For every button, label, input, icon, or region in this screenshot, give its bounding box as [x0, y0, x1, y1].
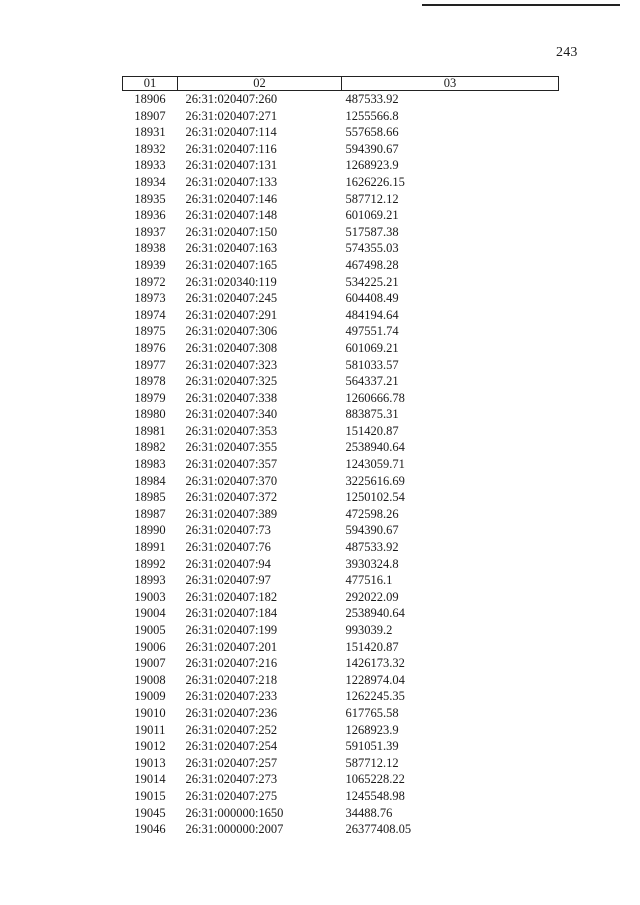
cell-id: 18974 [134, 307, 166, 322]
table-row [123, 373, 559, 390]
cell-value: 581033.57 [345, 357, 399, 372]
cell-cadastral-number: 26:31:020407:370 [185, 473, 278, 488]
table-header [123, 77, 559, 91]
cell-cadastral-number: 26:31:020407:275 [185, 788, 278, 803]
table-row [123, 323, 559, 340]
table-row [123, 738, 559, 755]
header-row [123, 77, 559, 91]
cell-value: 601069.21 [345, 208, 399, 223]
data-table-container [122, 76, 558, 838]
cell-value: 477516.1 [345, 573, 393, 588]
cell-value: 484194.64 [345, 307, 399, 322]
cell-id: 18982 [134, 440, 166, 455]
cell-id: 18931 [134, 125, 166, 140]
cell-id: 19012 [134, 739, 166, 754]
cell-cadastral-number: 26:31:020407:357 [185, 457, 278, 472]
table-row [123, 688, 559, 705]
cell-id: 18935 [134, 191, 166, 206]
table-row [123, 357, 559, 374]
cell-id: 18983 [134, 457, 166, 472]
cell-value: 594390.67 [345, 141, 399, 156]
table-row [123, 307, 559, 324]
cell-cadastral-number: 26:31:020407:97 [185, 573, 271, 588]
cell-value: 1228974.04 [345, 672, 405, 687]
table-row [123, 821, 559, 838]
cell-id: 18939 [134, 257, 166, 272]
cell-value: 1255566.8 [345, 108, 399, 123]
cell-cadastral-number: 26:31:020407:325 [185, 374, 278, 389]
cell-value: 1268923.9 [345, 722, 399, 737]
table-row [123, 771, 559, 788]
cell-id: 19011 [134, 722, 166, 737]
table-row [123, 390, 559, 407]
table-row [123, 274, 559, 291]
cell-value: 1243059.71 [345, 457, 405, 472]
cell-value: 151420.87 [345, 639, 399, 654]
cell-value: 1262245.35 [345, 689, 405, 704]
cell-id: 19014 [134, 772, 166, 787]
cell-value: 574355.03 [345, 241, 399, 256]
cell-id: 18980 [134, 407, 166, 422]
table-row [123, 672, 559, 689]
cell-id: 19009 [134, 689, 166, 704]
cell-id: 18975 [134, 324, 166, 339]
cell-cadastral-number: 26:31:020407:245 [185, 291, 278, 306]
cell-cadastral-number: 26:31:020407:340 [185, 407, 278, 422]
cell-value: 601069.21 [345, 340, 399, 355]
cell-value: 1250102.54 [345, 490, 405, 505]
cell-cadastral-number: 26:31:020407:252 [185, 722, 278, 737]
cell-cadastral-number: 26:31:020407:273 [185, 772, 278, 787]
cell-value: 564337.21 [345, 374, 399, 389]
table-row [123, 340, 559, 357]
cell-id: 19010 [134, 705, 166, 720]
cell-value: 883875.31 [345, 407, 399, 422]
table-row [123, 423, 559, 440]
cell-id: 18907 [134, 108, 166, 123]
cell-cadastral-number: 26:31:020407:150 [185, 224, 278, 239]
cell-cadastral-number: 26:31:020407:131 [185, 158, 278, 173]
table-row [123, 522, 559, 539]
table-row [123, 456, 559, 473]
table-row [123, 290, 559, 307]
cell-value: 604408.49 [345, 291, 399, 306]
cell-value: 517587.38 [345, 224, 399, 239]
cell-id: 18981 [134, 423, 166, 438]
table-row [123, 722, 559, 739]
cell-value: 34488.76 [345, 805, 393, 820]
cell-id: 18973 [134, 291, 166, 306]
cell-cadastral-number: 26:31:020407:353 [185, 423, 278, 438]
cell-value: 557658.66 [345, 125, 399, 140]
table-row [123, 639, 559, 656]
header-col-03: 03 [342, 77, 559, 91]
cell-id: 19004 [134, 606, 166, 621]
cell-cadastral-number: 26:31:020407:133 [185, 174, 278, 189]
cell-id: 19045 [134, 805, 166, 820]
cell-cadastral-number: 26:31:020407:271 [185, 108, 278, 123]
cell-value: 487533.92 [345, 92, 399, 106]
cell-cadastral-number: 26:31:020407:372 [185, 490, 278, 505]
table-row [123, 157, 559, 174]
table-row [123, 406, 559, 423]
table-row [123, 174, 559, 191]
table-row [123, 705, 559, 722]
cell-id: 19046 [134, 822, 166, 837]
cell-value: 594390.67 [345, 523, 399, 538]
table-row [123, 506, 559, 523]
table-row [123, 224, 559, 241]
cell-cadastral-number: 26:31:020407:199 [185, 623, 278, 637]
table-row [123, 207, 559, 224]
cell-id: 18938 [134, 241, 166, 256]
cell-cadastral-number: 26:31:020407:308 [185, 340, 278, 355]
table-body [123, 91, 559, 838]
cell-value: 151420.87 [345, 423, 399, 438]
cell-value: 587712.12 [345, 755, 399, 770]
table-row [123, 257, 559, 274]
cell-value: 487533.92 [345, 540, 399, 555]
cell-id: 18987 [134, 506, 166, 521]
data-table [122, 76, 559, 838]
top-rule [422, 4, 620, 6]
cell-value: 3225616.69 [345, 473, 405, 488]
cell-cadastral-number: 26:31:020407:184 [185, 606, 278, 621]
cell-cadastral-number: 26:31:020407:146 [185, 191, 278, 206]
cell-id: 18984 [134, 473, 166, 488]
cell-id: 18972 [134, 274, 166, 289]
table-row [123, 788, 559, 805]
cell-value: 1268923.9 [345, 158, 399, 173]
cell-value: 1626226.15 [345, 174, 405, 189]
cell-cadastral-number: 26:31:020407:233 [185, 689, 278, 704]
table-row [123, 489, 559, 506]
cell-value: 1065228.22 [345, 772, 405, 787]
cell-value: 497551.74 [345, 324, 399, 339]
cell-cadastral-number: 26:31:020407:116 [185, 141, 277, 156]
cell-value: 993039.2 [345, 623, 393, 637]
header-col-02: 02 [178, 77, 342, 91]
cell-value: 1260666.78 [345, 390, 405, 405]
cell-cadastral-number: 26:31:000000:2007 [185, 822, 284, 837]
cell-id: 18985 [134, 490, 166, 505]
cell-cadastral-number: 26:31:020407:254 [185, 739, 278, 754]
cell-id: 18991 [134, 540, 166, 555]
cell-cadastral-number: 26:31:020407:73 [185, 523, 271, 538]
cell-id: 19006 [134, 639, 166, 654]
cell-id: 19015 [134, 788, 166, 803]
cell-value: 587712.12 [345, 191, 399, 206]
cell-cadastral-number: 26:31:020407:94 [185, 556, 271, 571]
table-row [123, 473, 559, 490]
cell-id: 19013 [134, 755, 166, 770]
cell-cadastral-number: 26:31:020407:216 [185, 656, 278, 671]
cell-cadastral-number: 26:31:020407:260 [185, 92, 278, 106]
table-row [123, 589, 559, 606]
cell-id: 18906 [134, 92, 166, 106]
table-row [123, 755, 559, 772]
cell-cadastral-number: 26:31:020407:355 [185, 440, 278, 455]
cell-cadastral-number: 26:31:000000:1650 [185, 805, 284, 820]
table-row [123, 240, 559, 257]
table-row [123, 439, 559, 456]
cell-cadastral-number: 26:31:020407:201 [185, 639, 278, 654]
cell-id: 18993 [134, 573, 166, 588]
cell-id: 19007 [134, 656, 166, 671]
cell-value: 467498.28 [345, 257, 399, 272]
header-col-01: 01 [123, 77, 178, 91]
table-row [123, 108, 559, 125]
page-number: 243 [556, 45, 578, 60]
cell-value: 2538940.64 [345, 606, 405, 621]
cell-cadastral-number: 26:31:020407:257 [185, 755, 278, 770]
cell-id: 18934 [134, 174, 166, 189]
table-row [123, 556, 559, 573]
cell-id: 19003 [134, 589, 166, 604]
cell-id: 18932 [134, 141, 166, 156]
cell-value: 1426173.32 [345, 656, 405, 671]
cell-id: 19008 [134, 672, 166, 687]
table-row [123, 572, 559, 589]
cell-id: 18990 [134, 523, 166, 538]
cell-id: 18979 [134, 390, 166, 405]
table-row [123, 605, 559, 622]
cell-cadastral-number: 26:31:020407:182 [185, 589, 278, 604]
cell-cadastral-number: 26:31:020407:114 [185, 125, 277, 140]
table-row [123, 91, 559, 108]
table-row [123, 124, 559, 141]
cell-value: 617765.58 [345, 705, 399, 720]
cell-value: 534225.21 [345, 274, 399, 289]
cell-cadastral-number: 26:31:020407:306 [185, 324, 278, 339]
cell-id: 18977 [134, 357, 166, 372]
cell-value: 591051.39 [345, 739, 399, 754]
cell-id: 18933 [134, 158, 166, 173]
table-row [123, 539, 559, 556]
cell-value: 3930324.8 [345, 556, 399, 571]
cell-id: 18978 [134, 374, 166, 389]
cell-cadastral-number: 26:31:020407:338 [185, 390, 278, 405]
table-row [123, 622, 559, 639]
table-row [123, 141, 559, 158]
cell-id: 18992 [134, 556, 166, 571]
cell-id: 18937 [134, 224, 166, 239]
cell-id: 18976 [134, 340, 166, 355]
table-row [123, 655, 559, 672]
table-row [123, 805, 559, 822]
cell-cadastral-number: 26:31:020407:163 [185, 241, 278, 256]
cell-cadastral-number: 26:31:020407:236 [185, 705, 278, 720]
cell-cadastral-number: 26:31:020407:165 [185, 257, 278, 272]
cell-id: 18936 [134, 208, 166, 223]
cell-value: 26377408.05 [345, 822, 412, 837]
cell-cadastral-number: 26:31:020407:389 [185, 506, 278, 521]
cell-value: 1245548.98 [345, 788, 405, 803]
table-row [123, 191, 559, 208]
cell-value: 472598.26 [345, 506, 399, 521]
cell-cadastral-number: 26:31:020407:218 [185, 672, 278, 687]
cell-cadastral-number: 26:31:020407:323 [185, 357, 278, 372]
cell-value: 292022.09 [345, 589, 399, 604]
cell-cadastral-number: 26:31:020407:76 [185, 540, 271, 555]
cell-cadastral-number: 26:31:020407:291 [185, 307, 278, 322]
cell-cadastral-number: 26:31:020407:148 [185, 208, 278, 223]
cell-id: 19005 [134, 623, 166, 637]
cell-value: 2538940.64 [345, 440, 405, 455]
cell-cadastral-number: 26:31:020340:119 [185, 274, 277, 289]
